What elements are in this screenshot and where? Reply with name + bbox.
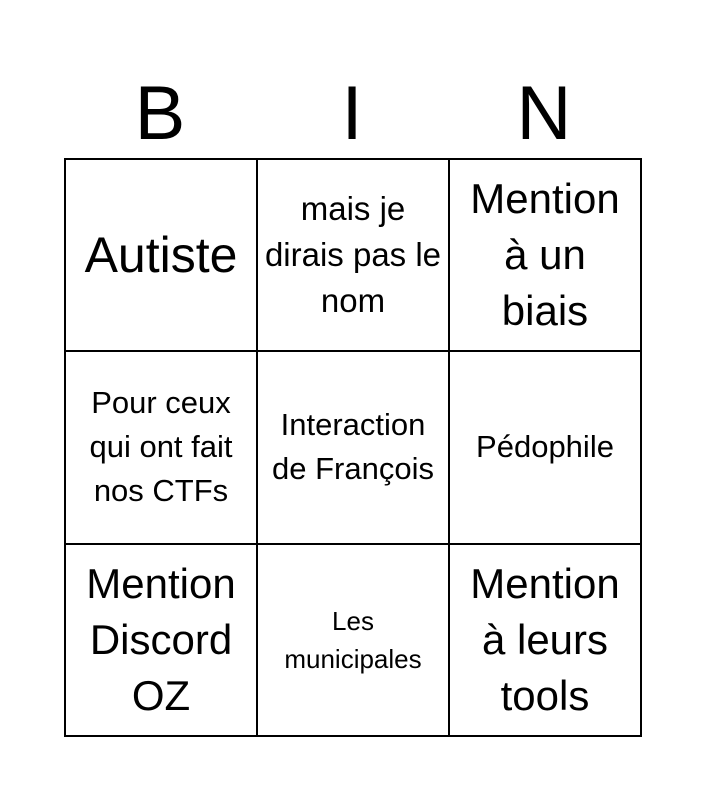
bingo-cell-r3c2[interactable] [258, 545, 450, 737]
cell-text: Les municipales [284, 605, 422, 674]
cell-text: Interaction de François [272, 407, 434, 487]
cell-text: mais je dirais pas le nom [264, 190, 442, 320]
bingo-cell-r1c2[interactable] [258, 160, 450, 352]
bingo-cell-r3c3[interactable] [450, 545, 642, 737]
bingo-cell-r2c2[interactable] [258, 352, 450, 544]
cell-text: Pour ceux qui ont fait nos CTFs [89, 385, 233, 509]
bingo-cell-r1c1[interactable] [66, 160, 258, 352]
bingo-cell-r3c1[interactable] [66, 545, 258, 737]
bingo-cell-r1c3[interactable] [450, 160, 642, 352]
header-letter-n: N [516, 71, 572, 156]
cell-text: Mention à leurs tools [470, 559, 620, 719]
bingo-header [64, 70, 640, 158]
cell-text: Mention Discord OZ [86, 559, 236, 719]
bingo-grid [64, 158, 642, 737]
header-letter-i: I [341, 71, 363, 156]
bingo-cell-r2c1[interactable] [66, 352, 258, 544]
cell-text: Pédophile [476, 429, 614, 465]
bingo-cell-r2c3[interactable] [450, 352, 642, 544]
cell-text: Mention à un biais [470, 175, 620, 335]
header-letter-b: B [134, 71, 186, 156]
cell-text: Autiste [84, 227, 238, 284]
